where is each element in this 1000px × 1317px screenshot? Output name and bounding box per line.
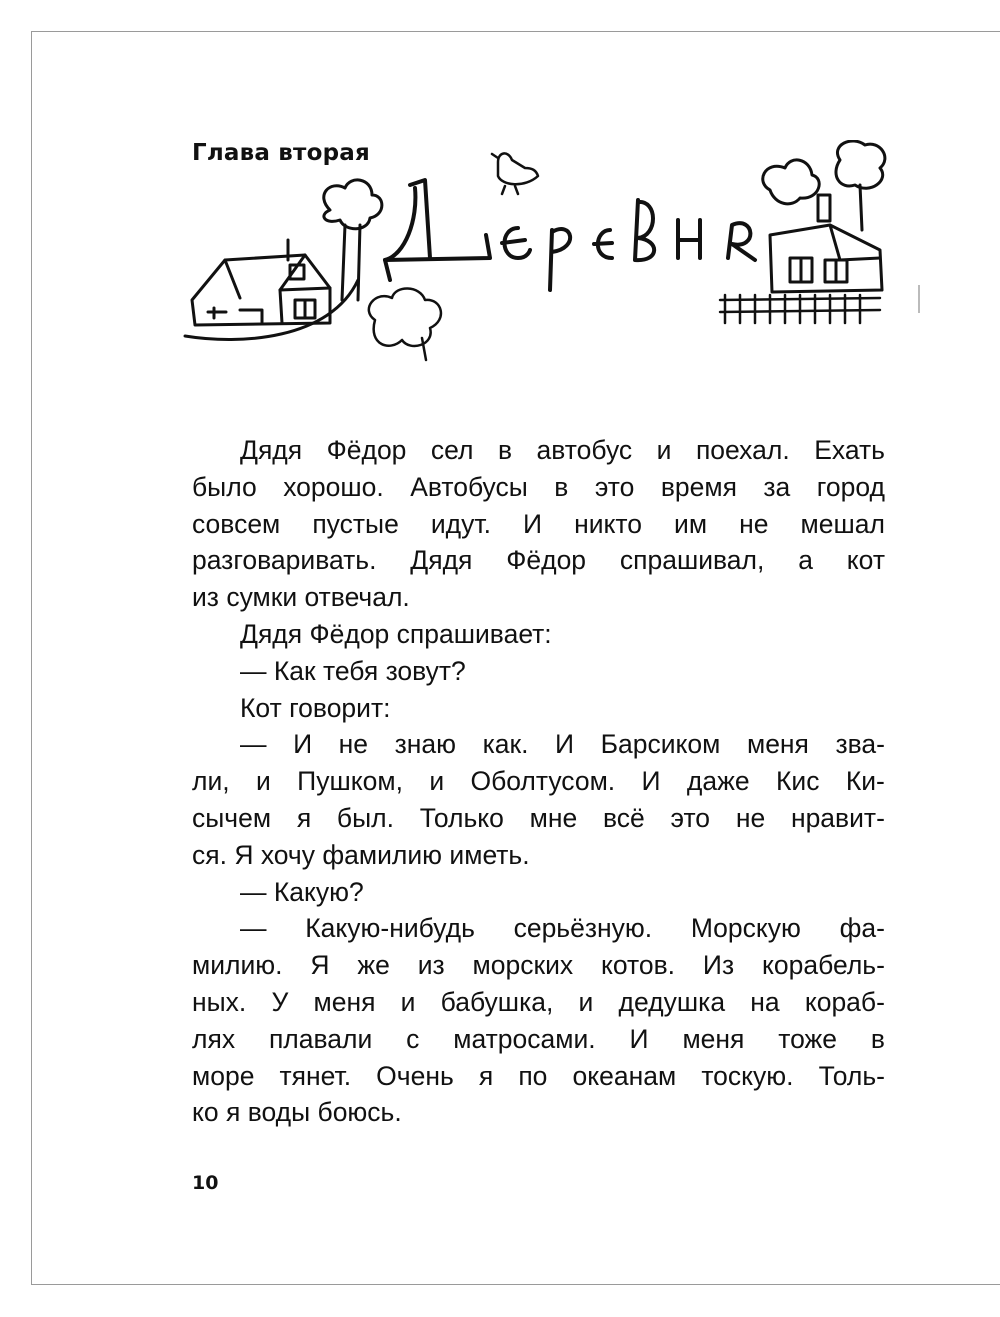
house-icon [770, 195, 882, 292]
text-line: Дядя Фёдор спрашивает: [240, 618, 552, 649]
fence-icon [720, 295, 880, 323]
text-line: ко я воды боюсь. [192, 1097, 402, 1128]
text-line: — Как тебя зовут? [240, 655, 466, 686]
text-line: — И не знаю как. И Барсиком меня зва- [240, 729, 885, 760]
page-number: 10 [192, 1172, 219, 1194]
body-text [192, 432, 885, 1131]
text-line: Дядя Фёдор сел в автобус и поехал. Ехать [240, 435, 885, 465]
text-line: из сумки отвечал. [192, 582, 410, 613]
bird-icon [492, 153, 538, 194]
tree-icon [763, 141, 885, 230]
house-icon [185, 240, 358, 339]
text-line: было хорошо. Автобусы в это время за город [192, 471, 885, 502]
title-lettering [385, 180, 755, 290]
text-line: лях плавали с матросами. И меня тоже в [192, 1023, 885, 1054]
chapter-illustration [180, 140, 900, 370]
bush-icon [369, 288, 441, 360]
text-line: сычем я был. Только мне всё это не нравит- [192, 802, 885, 833]
text-line: милию. Я же из морских котов. Из корабель- [192, 950, 885, 981]
text-line: — Какую-нибудь серьёзную. Морскую фа- [240, 913, 885, 944]
text-line: ных. У меня и бабушка, и дедушка на кораб- [192, 986, 885, 1017]
text-line: совсем пустые идут. И никто им не мешал [192, 508, 885, 539]
edge-mark [918, 285, 920, 313]
tree-icon [324, 180, 382, 300]
text-line: ли, и Пушком, и Оболтусом. И даже Кис Ки- [192, 766, 885, 797]
text-line: разговаривать. Дядя Фёдор спрашивал, а кот [192, 545, 885, 576]
text-line: Кот говорит: [240, 692, 391, 723]
text-line: ся. Я хочу фамилию иметь. [192, 839, 530, 870]
text-line: — Какую? [240, 876, 364, 907]
chapter-label: Глава вторая [192, 140, 370, 166]
text-line: море тянет. Очень я по океанам тоскую. Толь- [192, 1060, 885, 1091]
